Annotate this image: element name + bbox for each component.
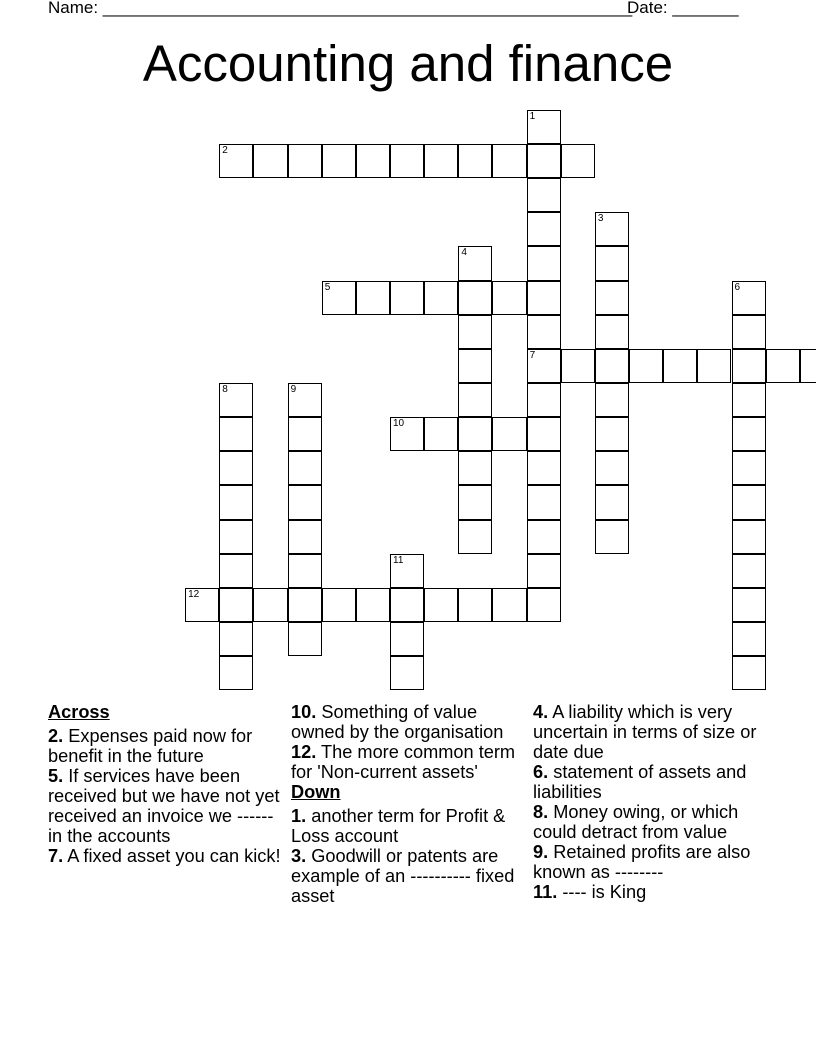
- crossword-cell[interactable]: [356, 144, 390, 178]
- crossword-cell[interactable]: [527, 212, 561, 246]
- page-title: Accounting and finance: [142, 35, 674, 92]
- name-field-label: Name: ________________________________________________________: [48, 0, 633, 17]
- crossword-cell[interactable]: [663, 349, 697, 383]
- crossword-cell[interactable]: [458, 383, 492, 417]
- date-field-label: Date: _______: [627, 0, 739, 17]
- crossword-cell[interactable]: [458, 485, 492, 519]
- crossword-cell[interactable]: [527, 349, 561, 383]
- crossword-cell[interactable]: [732, 588, 766, 622]
- crossword-cell[interactable]: [390, 656, 424, 690]
- crossword-cell[interactable]: [219, 588, 253, 622]
- crossword-cell[interactable]: [219, 485, 253, 519]
- crossword-cell[interactable]: [219, 417, 253, 451]
- crossword-cell[interactable]: [527, 315, 561, 349]
- crossword-cell[interactable]: [732, 281, 766, 315]
- crossword-cell[interactable]: [527, 281, 561, 315]
- crossword-cell[interactable]: [629, 349, 663, 383]
- crossword-cell[interactable]: [390, 281, 424, 315]
- crossword-cell[interactable]: [219, 144, 253, 178]
- crossword-cell[interactable]: [219, 622, 253, 656]
- cell-number: 8: [222, 384, 228, 395]
- crossword-cell[interactable]: [527, 485, 561, 519]
- crossword-cell[interactable]: [595, 417, 629, 451]
- crossword-cell[interactable]: [288, 520, 322, 554]
- cell-number: 12: [188, 588, 200, 600]
- crossword-cell[interactable]: [527, 554, 561, 588]
- crossword-cell[interactable]: [492, 281, 526, 315]
- crossword-cell[interactable]: [561, 349, 595, 383]
- clue-down-3: 3. Goodwill or patents are example of an ---------- fixed asset: [291, 846, 515, 906]
- crossword-cell[interactable]: [356, 588, 390, 622]
- crossword-cell[interactable]: [458, 588, 492, 622]
- crossword-cell[interactable]: [288, 417, 322, 451]
- crossword-cell[interactable]: [697, 349, 731, 383]
- clue-column-1: [48, 702, 283, 866]
- crossword-cell[interactable]: [288, 451, 322, 485]
- crossword-cell[interactable]: [219, 656, 253, 690]
- crossword-cell[interactable]: [561, 144, 595, 178]
- across-heading: Across: [48, 702, 110, 722]
- crossword-cell[interactable]: [424, 144, 458, 178]
- crossword-cell[interactable]: [288, 622, 322, 656]
- crossword-cell[interactable]: [424, 417, 458, 451]
- crossword-cell[interactable]: [458, 349, 492, 383]
- cell-number: 3: [597, 213, 604, 225]
- crossword-cell[interactable]: [595, 485, 629, 519]
- crossword-cell[interactable]: [458, 144, 492, 178]
- crossword-cell[interactable]: [458, 451, 492, 485]
- down-heading: Down: [291, 782, 341, 802]
- cell-number: 9: [290, 384, 297, 395]
- crossword-cell[interactable]: [595, 451, 629, 485]
- crossword-cell[interactable]: [732, 485, 766, 519]
- crossword-cell[interactable]: [424, 281, 458, 315]
- crossword-cell[interactable]: [390, 554, 424, 588]
- crossword-cell[interactable]: [732, 315, 766, 349]
- crossword-cell[interactable]: [732, 520, 766, 554]
- crossword-cell[interactable]: [356, 281, 390, 315]
- clue-across-7: 7. A fixed asset you can kick!: [48, 846, 281, 866]
- cell-number: 11: [393, 554, 404, 566]
- crossword-cell[interactable]: [732, 656, 766, 690]
- crossword-cell[interactable]: [390, 417, 424, 451]
- crossword-cell[interactable]: [492, 417, 526, 451]
- cell-number: 10: [393, 418, 405, 430]
- clue-down-9: 9. Retained profits are also known as --------: [533, 842, 751, 882]
- crossword-cell[interactable]: [595, 520, 629, 554]
- clue-across-2: 2. Expenses paid now for benefit in the future: [48, 726, 253, 766]
- clue-across-5: 5. If services have been received but we have not yet received an invoice we ------ in the accounts: [48, 766, 280, 846]
- crossword-cell[interactable]: [527, 588, 561, 622]
- clue-down-8: 8. Money owing, or which could detract from value: [533, 802, 739, 842]
- crossword-cell[interactable]: [595, 246, 629, 280]
- crossword-cell[interactable]: [288, 383, 322, 417]
- crossword-cell[interactable]: [219, 451, 253, 485]
- crossword-cell[interactable]: [766, 349, 800, 383]
- crossword-cell[interactable]: [527, 246, 561, 280]
- crossword-cell[interactable]: [219, 520, 253, 554]
- crossword-cell[interactable]: [390, 622, 424, 656]
- cell-number: 5: [324, 281, 331, 293]
- crossword-cell[interactable]: [732, 417, 766, 451]
- crossword-cell[interactable]: [253, 588, 287, 622]
- crossword-cell[interactable]: [595, 315, 629, 349]
- clue-down-6: 6. statement of assets and liabilities: [533, 762, 747, 802]
- crossword-cell[interactable]: [732, 554, 766, 588]
- crossword-cell[interactable]: [288, 554, 322, 588]
- crossword-cell[interactable]: [527, 451, 561, 485]
- clue-column-2: [291, 702, 516, 906]
- clue-across-12: 12. The more common term for 'Non-current assets': [291, 742, 516, 782]
- crossword-cell[interactable]: [458, 315, 492, 349]
- crossword-cell[interactable]: [288, 144, 322, 178]
- crossword-cell[interactable]: [458, 520, 492, 554]
- crossword-cell[interactable]: [253, 144, 287, 178]
- clue-down-4: 4. A liability which is very uncertain in terms of size or date due: [533, 702, 757, 762]
- crossword-cell[interactable]: [492, 144, 526, 178]
- crossword-cell[interactable]: [732, 622, 766, 656]
- crossword-cell[interactable]: [527, 417, 561, 451]
- crossword-cell[interactable]: [322, 588, 356, 622]
- clue-down-1: 1. another term for Profit & Loss account: [291, 806, 506, 846]
- crossword-cell[interactable]: [527, 178, 561, 212]
- crossword-cell[interactable]: [527, 144, 561, 178]
- cell-number: 1: [529, 110, 536, 122]
- crossword-cell[interactable]: [458, 246, 492, 280]
- crossword-cell[interactable]: [492, 588, 526, 622]
- crossword-cell[interactable]: [595, 349, 629, 383]
- cell-number: 4: [461, 247, 467, 259]
- cell-number: 2: [222, 144, 228, 156]
- crossword-cell[interactable]: [527, 383, 561, 417]
- crossword-cell[interactable]: [390, 588, 424, 622]
- crossword-cell[interactable]: [595, 281, 629, 315]
- crossword-cell[interactable]: [527, 520, 561, 554]
- crossword-cell[interactable]: [288, 485, 322, 519]
- crossword-cell[interactable]: [595, 212, 629, 246]
- crossword-cell[interactable]: [288, 588, 322, 622]
- crossword-cell[interactable]: [595, 383, 629, 417]
- crossword-cell[interactable]: [185, 588, 219, 622]
- crossword-cell[interactable]: [322, 144, 356, 178]
- crossword-cell[interactable]: [458, 417, 492, 451]
- clue-down-11: 11. ---- is King: [533, 882, 647, 902]
- crossword-cell[interactable]: [219, 383, 253, 417]
- crossword-cell[interactable]: [732, 383, 766, 417]
- clue-column-3: [533, 702, 773, 902]
- crossword-cell[interactable]: [732, 451, 766, 485]
- crossword-cell[interactable]: [322, 281, 356, 315]
- clue-across-10: 10. Something of value owned by the organisation: [291, 702, 504, 742]
- crossword-cell[interactable]: [732, 349, 766, 383]
- crossword-cell[interactable]: [219, 554, 253, 588]
- crossword-cell[interactable]: [527, 110, 561, 144]
- crossword-cell[interactable]: [424, 588, 458, 622]
- crossword-cell[interactable]: [458, 281, 492, 315]
- cell-number: 6: [734, 281, 741, 293]
- crossword-cell[interactable]: [800, 349, 816, 383]
- crossword-cell[interactable]: [390, 144, 424, 178]
- cell-number: 7: [529, 349, 536, 361]
